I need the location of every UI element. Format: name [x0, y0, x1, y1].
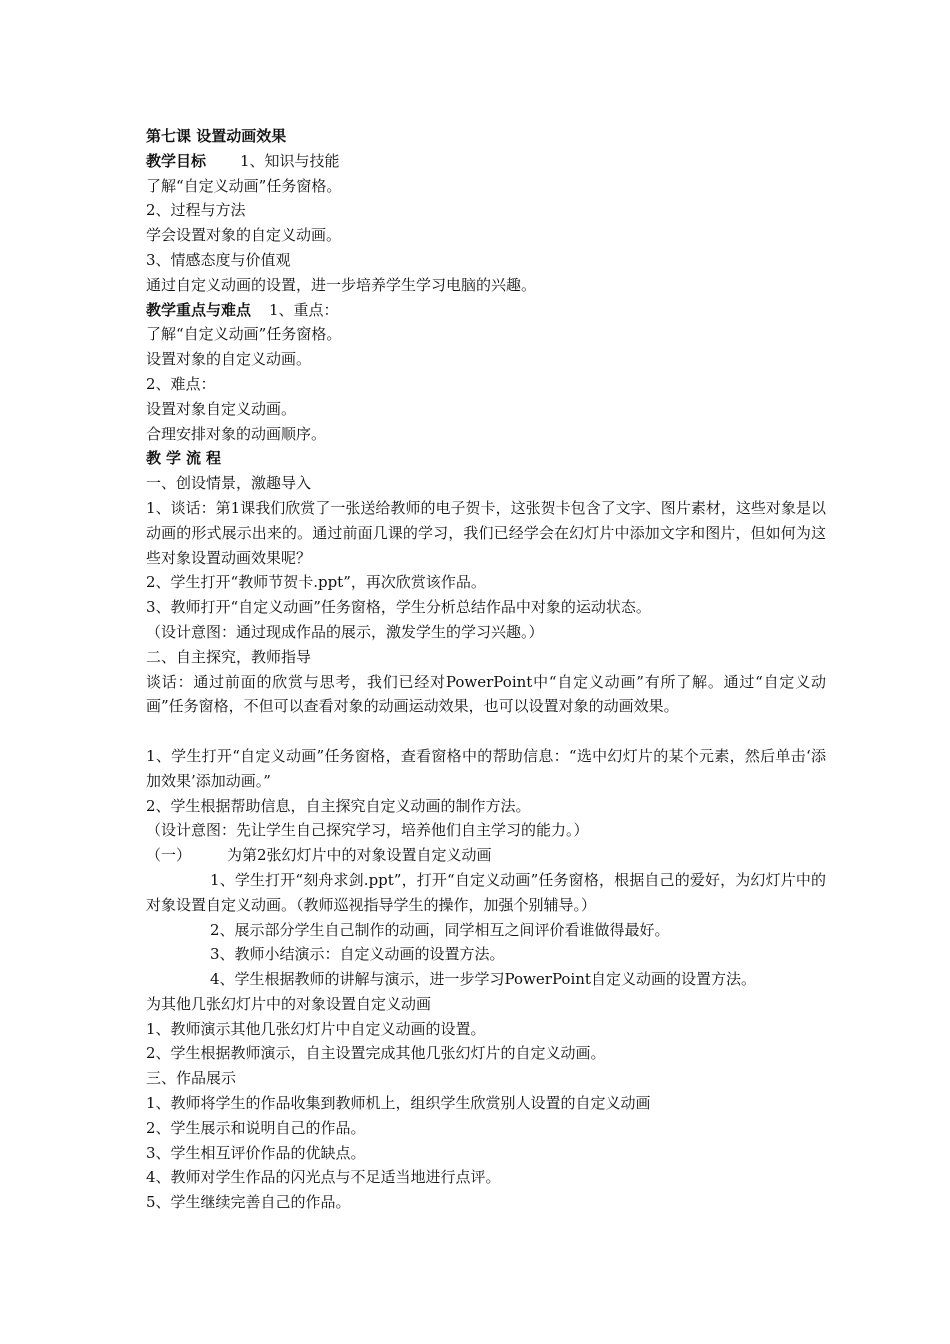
section2-design-note: （设计意图：先让学生自己探究学习，培养他们自主学习的能力。）	[146, 821, 589, 840]
section3-paragraph-5: 5、学生继续完善自己的作品。	[146, 1193, 351, 1212]
objectives-heading-line	[146, 149, 826, 174]
section3-paragraph-1: 1、教师将学生的作品收集到教师机上，组织学生欣赏别人设置的自定义动画	[146, 1094, 651, 1113]
objective-item-3: 3、情感态度与价值观	[146, 250, 291, 269]
document-page	[146, 124, 826, 1215]
key-point-text-1b: 设置对象的自定义动画。	[146, 350, 312, 369]
subsection1-paragraph-4: 4、学生根据教师的讲解与演示，进一步学习PowerPoint自定义动画的设置方法。	[210, 970, 756, 989]
key-point-text-1a: 了解“自定义动画”任务窗格。	[146, 325, 342, 344]
objective-text-1: 了解“自定义动画”任务窗格。	[146, 176, 342, 195]
section2-paragraph-2: 1、学生打开“自定义动画”任务窗格，查看窗格中的帮助信息：“选中幻灯片的某个元素，然后单击‘添加效果’添加动画。”	[146, 746, 826, 790]
subsection1-paragraph-2: 2、展示部分学生自己制作的动画，同学相互之间评价看谁做得最好。	[210, 920, 670, 939]
key-point-text-2b: 合理安排对象的动画顺序。	[146, 424, 327, 443]
key-points-heading-line	[146, 298, 826, 323]
objective-item-1: 1、知识与技能	[240, 151, 340, 170]
subsection1-label: （一）	[146, 846, 192, 865]
objectives-label: 教学目标	[146, 151, 207, 170]
subsection1-heading-line	[146, 843, 826, 868]
subsection2-title: 为其他几张幻灯片中的对象设置自定义动画	[146, 994, 432, 1013]
key-points-label: 教学重点与难点	[146, 300, 252, 319]
objective-text-3: 通过自定义动画的设置，进一步培养学生学习电脑的兴趣。	[146, 275, 537, 294]
subsection2-paragraph-2: 2、学生根据教师演示，自主设置完成其他几张幻灯片的自定义动画。	[146, 1044, 606, 1063]
subsection1-paragraph-1: 1、学生打开“刻舟求剑.ppt”，打开“自定义动画”任务窗格，根据自己的爱好，为幻灯片中的对象设置自定义动画。（教师巡视指导学生的操作，加强个别辅导。）	[146, 870, 826, 914]
blank-line	[146, 719, 826, 744]
section3-paragraph-3: 3、学生相互评价作品的优缺点。	[146, 1143, 366, 1162]
key-point-item-1: 1、重点：	[269, 300, 339, 319]
section1-paragraph-2: 2、学生打开“教师节贺卡.ppt”，再次欣赏该作品。	[146, 573, 486, 592]
subsection2-paragraph-1: 1、教师演示其他几张幻灯片中自定义动画的设置。	[146, 1019, 486, 1038]
subsection1-title: 为第2张幻灯片中的对象设置自定义动画	[227, 846, 492, 865]
key-point-item-2: 2、难点：	[146, 374, 216, 393]
section2-heading: 二、自主探究，教师指导	[146, 647, 312, 666]
section1-heading: 一、创设情景，激趣导入	[146, 474, 312, 493]
objective-item-2: 2、过程与方法	[146, 201, 246, 220]
subsection1-paragraph-3: 3、教师小结演示：自定义动画的设置方法。	[210, 945, 505, 964]
section3-heading: 三、作品展示	[146, 1069, 237, 1088]
section1-design-note: （设计意图：通过现成作品的展示，激发学生的学习兴趣。）	[146, 622, 544, 641]
objective-text-2: 学会设置对象的自定义动画。	[146, 226, 342, 245]
key-point-text-2a: 设置对象自定义动画。	[146, 399, 297, 418]
section3-paragraph-2: 2、学生展示和说明自己的作品。	[146, 1118, 366, 1137]
section1-paragraph-1: 1、谈话：第1课我们欣赏了一张送给教师的电子贺卡，这张贺卡包含了文字、图片素材，这些对象是以动画的形式展示出来的。通过前面几课的学习，我们已经学会在幻灯片中添加文字和图片，但如何为这些对象设置动画效果呢？	[146, 498, 826, 567]
section2-paragraph-3: 2、学生根据帮助信息，自主探究自定义动画的制作方法。	[146, 796, 531, 815]
process-heading: 教学流程	[146, 449, 227, 468]
section1-paragraph-3: 3、教师打开“自定义动画”任务窗格，学生分析总结作品中对象的运动状态。	[146, 598, 651, 617]
section2-paragraph-1: 谈话：通过前面的欣赏与思考，我们已经对PowerPoint中“自定义动画”有所了解。通过“自定义动画”任务窗格，不但可以查看对象的动画运动效果，也可以设置对象的动画效果。	[146, 672, 826, 716]
lesson-title: 第七课 设置动画效果	[146, 127, 287, 145]
section3-paragraph-4: 4、教师对学生作品的闪光点与不足适当地进行点评。	[146, 1168, 501, 1187]
